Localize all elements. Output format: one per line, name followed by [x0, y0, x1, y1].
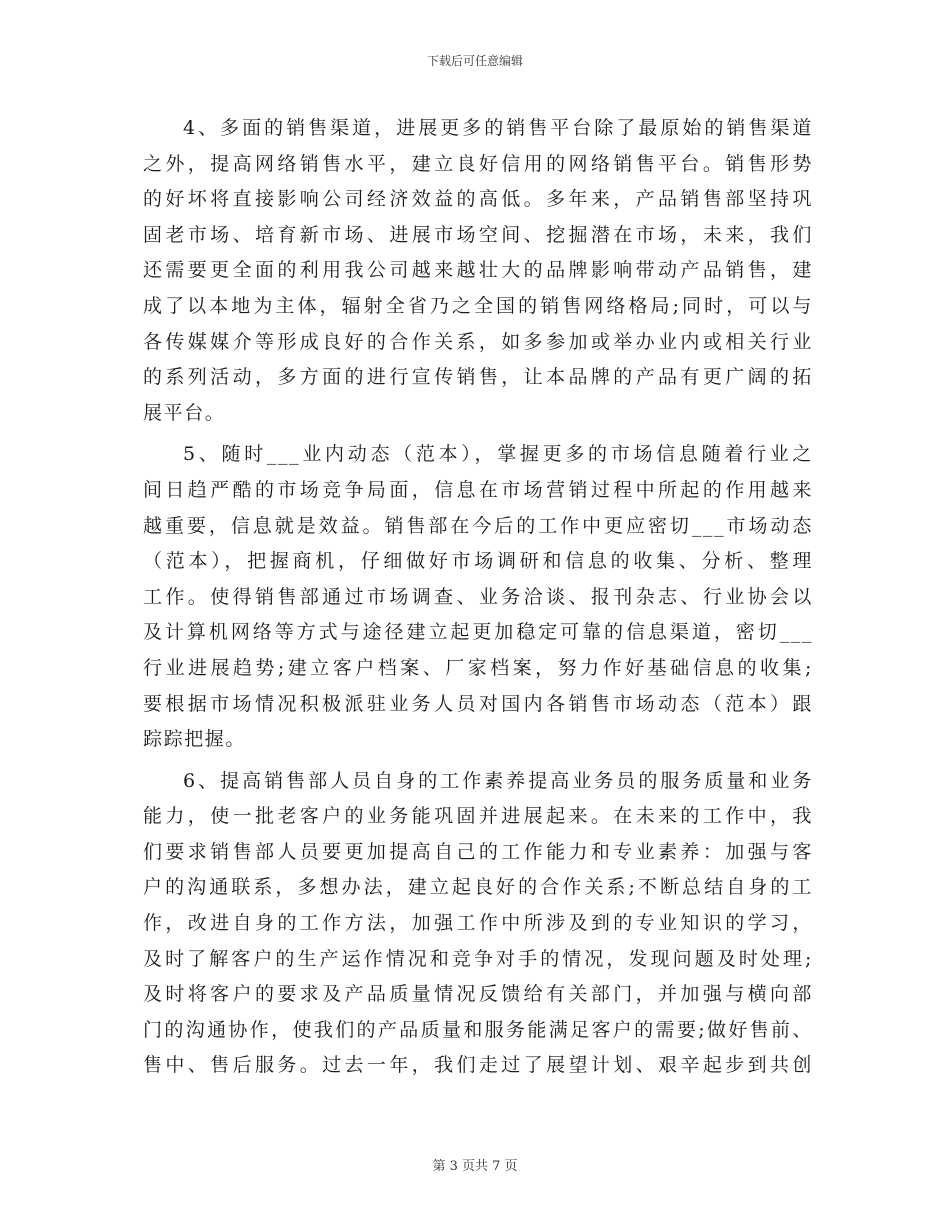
text-line: 踪踪把握。: [143, 728, 247, 751]
text-line: 户的沟通联系，多想办法，建立起良好的合作关系;不断总结自身的工: [143, 876, 813, 899]
text-line: 的系列活动，多方面的进行宣传销售，让本品牌的产品有更广阔的拓: [143, 366, 813, 389]
page-number: 第 3 页共 7 页: [432, 1159, 518, 1174]
text-line: 能力，使一批老客户的业务能巩固并进展起来。在未来的工作中，我: [143, 805, 813, 828]
text-line: 之外，提高网络销售水平，建立良好信用的网络销售平台。销售形势: [143, 152, 813, 175]
text-line: 固老市场、培育新市场、进展市场空间、挖掘潜在市场，未来，我们: [143, 223, 813, 246]
text-line: 工作。使得销售部通过市场调查、业务洽谈、报刊杂志、行业协会以: [143, 585, 813, 608]
text-line: 4、多面的销售渠道，进展更多的销售平台除了最原始的销售渠道: [183, 117, 813, 139]
text-line: 及时了解客户的生产运作情况和竞争对手的情况，发现问题及时处理;: [143, 947, 813, 970]
text-line: 间日趋严酷的市场竞争局面，信息在市场营销过程中所起的作用越来: [143, 478, 813, 501]
text-line: 及时将客户的要求及产品质量情况反馈给有关部门，并加强与横向部: [143, 983, 813, 1006]
paragraph-6: [143, 764, 813, 1084]
paragraph-4: [143, 111, 813, 431]
paragraph-5: [143, 437, 813, 757]
text-line: 及计算机网络等方式与途径建立起更加稳定可靠的信息渠道，密切___: [143, 621, 813, 644]
document-body: [143, 111, 813, 1090]
text-line: 5、随时___业内动态（范本），掌握更多的市场信息随着行业之: [183, 443, 813, 466]
text-line: 门的沟通协作，使我们的产品质量和服务能满足客户的需要;做好售前、: [143, 1018, 813, 1041]
text-line: 各传媒媒介等形成良好的合作关系，如多参加或举办业内或相关行业: [143, 330, 813, 353]
text-line: 还需要更全面的利用我公司越来越壮大的品牌影响带动产品销售，建: [143, 259, 813, 282]
text-line: 要根据市场情况积极派驻业务人员对国内各销售市场动态（范本）跟: [143, 692, 813, 715]
text-line: 展平台。: [143, 401, 226, 424]
text-line: 越重要，信息就是效益。销售部在今后的工作中更应密切___市场动态: [143, 514, 813, 537]
text-line: （范本），把握商机，仔细做好市场调研和信息的收集、分析、整理: [143, 550, 813, 573]
text-line: 作，改进自身的工作方法，加强工作中所涉及到的专业知识的学习，: [143, 912, 813, 935]
page-header: 下载后可任意编辑: [426, 54, 523, 68]
text-line: 行业进展趋势;建立客户档案、厂家档案，努力作好基础信息的收集;: [143, 656, 813, 679]
text-line: 成了以本地为主体，辐射全省乃之全国的销售网络格局;同时，可以与: [143, 294, 813, 317]
text-line: 的好坏将直接影响公司经济效益的高低。多年来，产品销售部坚持巩: [143, 188, 813, 211]
text-line: 们要求销售部人员要更加提高自己的工作能力和专业素养：加强与客: [143, 840, 813, 863]
text-line: 6、提高销售部人员自身的工作素养提高业务员的服务质量和业务: [183, 769, 813, 792]
text-line: 售中、售后服务。过去一年，我们走过了展望计划、艰辛起步到共创: [143, 1054, 813, 1077]
